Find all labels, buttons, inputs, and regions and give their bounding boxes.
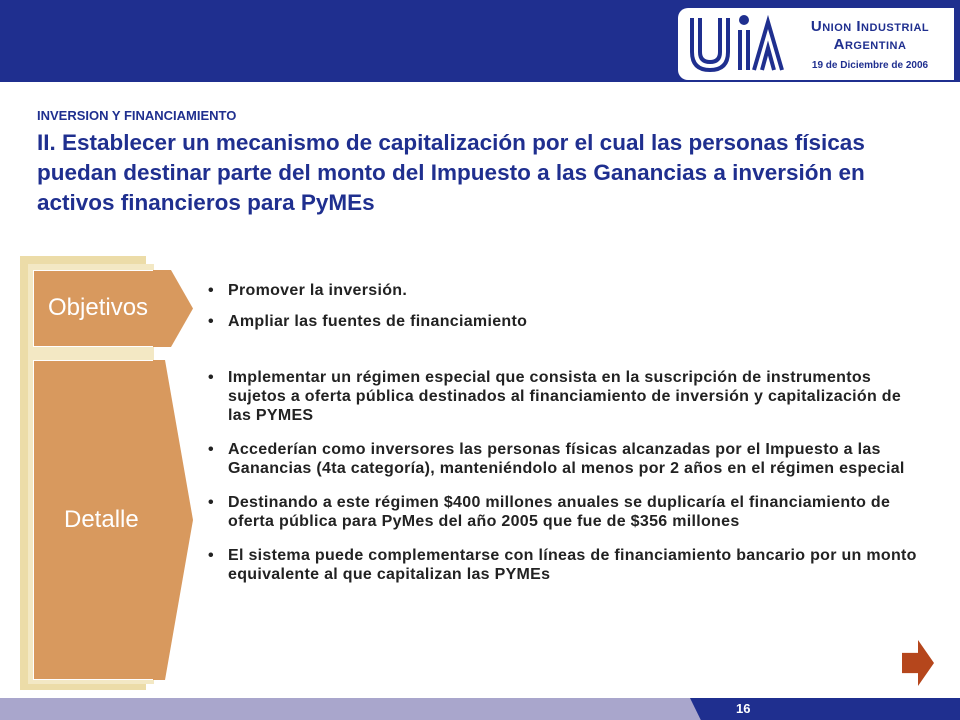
right-arrow-icon[interactable] [902,640,934,686]
detalle-item: • El sistema puede complementarse con líneas de financiamiento bancario por un monto equivalente al que capitalizan las PYMEs [208,546,928,584]
section-label: INVERSION Y FINANCIAMIENTO [37,108,237,123]
presentation-date: 19 de Diciembre de 2006 [811,60,929,71]
objetivo-item: • Promover la inversión. [208,281,928,300]
detalle-tab-label: Detalle [64,506,139,533]
slide-title: II. Establecer un mecanismo de capitalización por el cual las personas físicas puedan destinar parte del monto del Impuesto a las Ganancias a inversión en activos financieros para PyMEs [37,130,865,215]
detalle-item: • Implementar un régimen especial que consista en la suscripción de instrumentos sujetos a oferta pública destinados al financiamiento de inversión y capitalización de las PYMES [208,368,928,425]
objetivos-tab-label: Objetivos [48,294,149,321]
page-number-box [690,698,960,720]
org-name-line1: Union Industrial [810,18,930,35]
objetivo-item: • Ampliar las fuentes de financiamiento [208,312,928,331]
detalle-tab-arrow [153,360,193,680]
objetivos-list [208,281,928,343]
detalle-item: • Destinando a este régimen $400 millones anuales se duplicaría el financiamiento de oferta pública para PyMes del año 2005 que fue de $356 millones [208,493,928,531]
detalle-item: • Accederían como inversores las personas físicas alcanzadas por el Impuesto a las Ganancias (4ta categoría), manteniéndolo al menos por 2 años en el régimen especial [208,440,928,478]
page-number: 16 [736,701,751,716]
org-name-line2: Argentina [833,36,907,53]
objetivos-tab-arrow [153,270,193,347]
uia-logo-icon [688,12,786,76]
organization-name [788,18,952,71]
detalle-list [208,368,928,599]
